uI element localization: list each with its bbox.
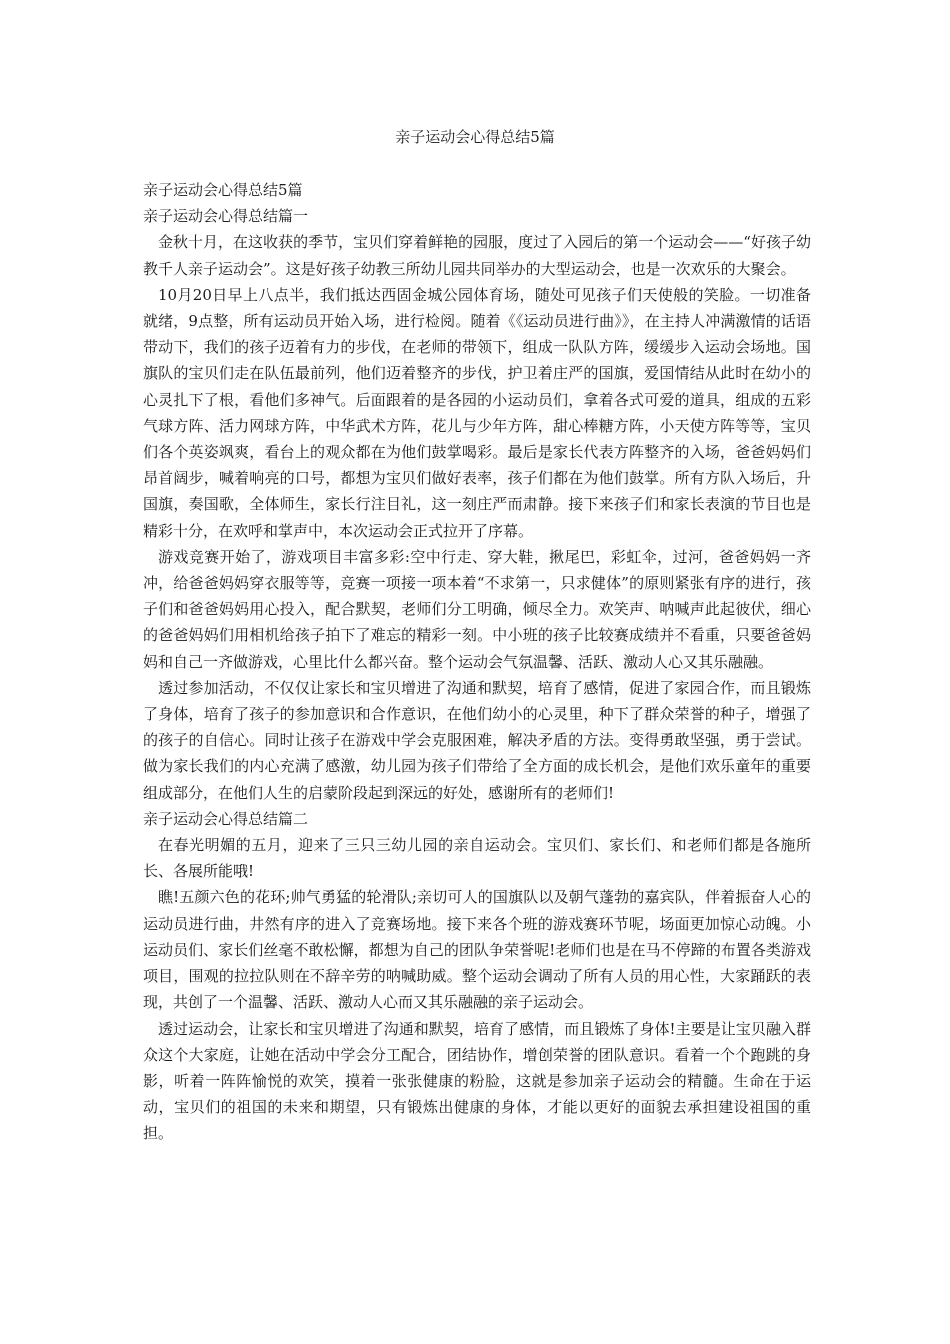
document-body bbox=[143, 177, 811, 1147]
document-title: 亲子运动会心得总结5篇 bbox=[395, 128, 555, 146]
paragraph: 10月20日早上八点半，我们抵达西固金城公园体育场，随处可见孩子们天使般的笑脸。一切准备就绪，9点整，所有运动员开始入场，进行检阅。随着《《运动员进行曲》》，在主持人冲满激情的话语带动下，我们的孩子迈着有力的步伐，在老师的带领下，组成一队队方阵，缓缓步入运动会场地。国旗队的宝贝们走在队伍最前列，他们迈着整齐的步伐，护卫着庄严的国旗，爱国情结从此时在幼小的心灵扎下了根，看他们多神气。后面跟着的是各园的小运动员们，拿着各式可爱的道具，组成的五彩气球方阵、活力网球方阵，中华武术方阵，花儿与少年方阵，甜心棒糖方阵，小天使方阵等等，宝贝们各个英姿飒爽，看台上的观众都在为他们鼓掌喝彩。最后是家长代表方阵整齐的入场，爸爸妈妈们昂首阔步，喊着响亮的口号，都想为宝贝们做好表率，孩子们都在为他们鼓掌。所有方队入场后，升国旗，奏国歌，全体师生，家长行注目礼，这一刻庄严而肃静。接下来孩子们和家长表演的节目也是精彩十分，在欢呼和掌声中，本次运动会正式拉开了序幕。 bbox=[143, 285, 811, 540]
paragraph: 瞧!五颜六色的花环;帅气勇猛的轮滑队;亲切可人的国旗队以及朝气蓬勃的嘉宾队，伴着振奋人心的运动员进行曲，井然有序的进入了竞赛场地。接下来各个班的游戏赛环节呢，场面更加惊心动魄。小运动员们、家长们丝毫不敢松懈，都想为自己的团队争荣誉呢!老师们也是在马不停蹄的布置各类游戏项目，围观的拉拉队则在不辞辛劳的呐喊助威。整个运动会调动了所有人员的用心性，大家踊跃的表现，共创了一个温馨、活跃、激动人心而又其乐融融的亲子运动会。 bbox=[143, 888, 811, 1012]
section-heading-1: 亲子运动会心得总结篇一 bbox=[143, 207, 309, 226]
paragraph: 金秋十月，在这收获的季节，宝贝们穿着鲜艳的园服，度过了入园后的第一个运动会——“好孩子幼教千人亲子运动会”。这是好孩子幼教三所幼儿园共同举办的大型运动会，也是一次欢乐的大聚会。 bbox=[143, 233, 811, 278]
subtitle: 亲子运动会心得总结5篇 bbox=[143, 181, 303, 199]
paragraph: 游戏竞赛开始了，游戏项目丰富多彩:空中行走、穿大鞋，揪尾巴，彩虹伞，过河，爸爸妈妈一齐冲，给爸爸妈妈穿衣服等等，竞赛一项接一项本着“不求第一，只求健体”的原则紧张有序的进行，孩子们和爸爸妈妈用心投入，配合默契，老师们分工明确，倾尽全力。欢笑声、呐喊声此起彼伏，细心的爸爸妈妈们用相机给孩子拍下了难忘的精彩一刻。中小班的孩子比较赛成绩并不看重，只要爸爸妈妈和自己一齐做游戏，心里比什么都兴奋。整个运动会气氛温馨、活跃、激动人心又其乐融融。 bbox=[143, 547, 811, 671]
section-heading-2: 亲子运动会心得总结篇二 bbox=[143, 809, 309, 828]
paragraph: 透过运动会，让家长和宝贝增进了沟通和默契，培育了感情，而且锻炼了身体!主要是让宝贝融入群众这个大家庭，让她在活动中学会分工配合，团结协作，增创荣誉的团队意识。看着一个个跑跳的身影，听着一阵阵愉悦的欢笑，摸着一张张健康的粉脸，这就是参加亲子运动会的精髓。生命在于运动，宝贝们的祖国的未来和期望，只有锻炼出健康的身体，才能以更好的面貌去承担建设祖国的重担。 bbox=[143, 1019, 811, 1143]
paragraph: 透过参加活动，不仅仅让家长和宝贝增进了沟通和默契，培育了感情，促进了家园合作，而且锻炼了身体，培育了孩子的参加意识和合作意识，在他们幼小的心灵里，种下了群众荣誉的种子，增强了的孩子的自信心。同时让孩子在游戏中学会克服困难，解决矛盾的方法。变得勇敢坚强，勇于尝试。做为家长我们的内心充满了感激，幼儿园为孩子们带给了全方面的成长机会，是他们欢乐童年的重要组成部分，在他们人生的启蒙阶段起到深远的好处，感谢所有的老师们! bbox=[143, 678, 811, 802]
paragraph: 在春光明媚的五月，迎来了三只三幼儿园的亲自运动会。宝贝们、家长们、和老师们都是各施所长、各展所能哦! bbox=[143, 836, 811, 881]
